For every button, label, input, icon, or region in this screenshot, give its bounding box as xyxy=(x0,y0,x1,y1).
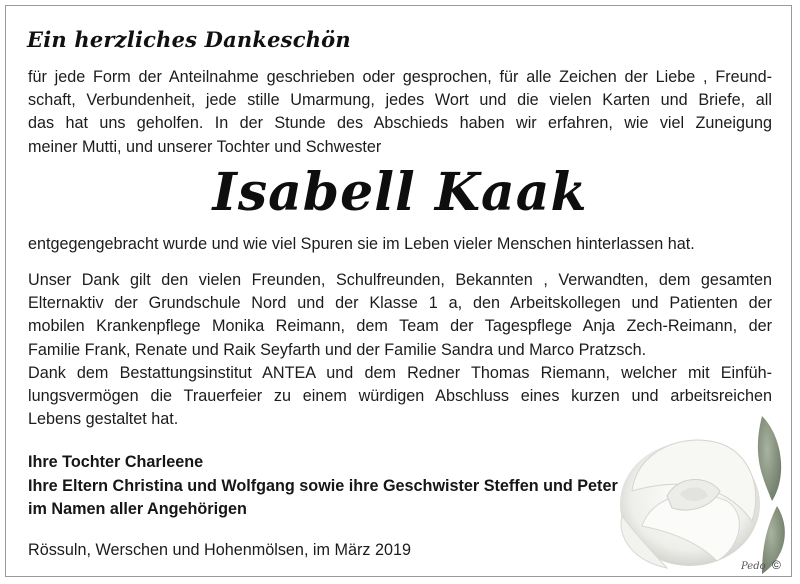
intro-line: schaft, Verbundenheit, jede stille Umarmung, jedes Wort und die vielen Karten und Briefe, all xyxy=(28,91,772,110)
thanks-line: lungsvermögen die Trauerfeier zu einem würdigen Abschluss eines kurzen und arbeitsreichen xyxy=(28,387,772,406)
thanks-line: Lebens gestaltet hat. xyxy=(28,410,179,429)
copyright-symbol: © xyxy=(772,558,781,572)
thanks-line: Dank dem Bestattungsinstitut ANTEA und dem Redner Thomas Riemann, welcher mit Einfüh- xyxy=(28,363,772,382)
signature-line: Ihre Tochter Charleene xyxy=(28,453,204,471)
intro-line: für jede Form der Anteilnahme geschrieben oder gesprochen, für alle Zeichen der Liebe , Freund- xyxy=(28,68,772,86)
thanks-line: Unser Dank gilt den vielen Freunden, Schulfreunden, Bekannten , Verwandten, dem gesamten xyxy=(28,271,772,289)
signature-line: Ihre Eltern Christina und Wolfgang sowie ihre Geschwister Steffen und Peter xyxy=(28,476,618,495)
intro-line: das hat uns geholfen. In der Stunde des Abschieds haben wir erfahren, wie viel Zuneigung xyxy=(28,114,772,133)
signature-block xyxy=(28,451,668,522)
place-date: Rössuln, Werschen und Hohenmölsen, im März 2019 xyxy=(28,541,411,559)
intro-paragraph xyxy=(28,66,772,159)
notice-heading: Ein herzliches Dankeschön xyxy=(27,27,351,52)
thanks-line: Elternaktiv der Grundschule Nord und der Klasse 1 a, den Arbeitskollegen und Patienten der xyxy=(28,294,772,313)
deceased-name: Isabell Kaak xyxy=(212,162,588,223)
image-credit: Pedo xyxy=(741,561,766,572)
signature-line: im Namen aller Angehörigen xyxy=(28,500,247,518)
intro-line: meiner Mutti, und unserer Tochter und Schwester xyxy=(28,137,382,156)
after-name-paragraph xyxy=(28,233,772,256)
thanks-line: mobilen Krankenpflege Monika Reimann, dem Team der Tagespflege Anja Zech-Reimann, der xyxy=(28,317,772,336)
thanks-line: Familie Frank, Renate und Raik Seyfarth und der Familie Sandra und Marco Pratzsch. xyxy=(28,340,647,359)
after-name-line: entgegengebracht wurde und wie viel Spuren sie im Leben vieler Menschen hinterlassen hat. xyxy=(28,235,695,253)
